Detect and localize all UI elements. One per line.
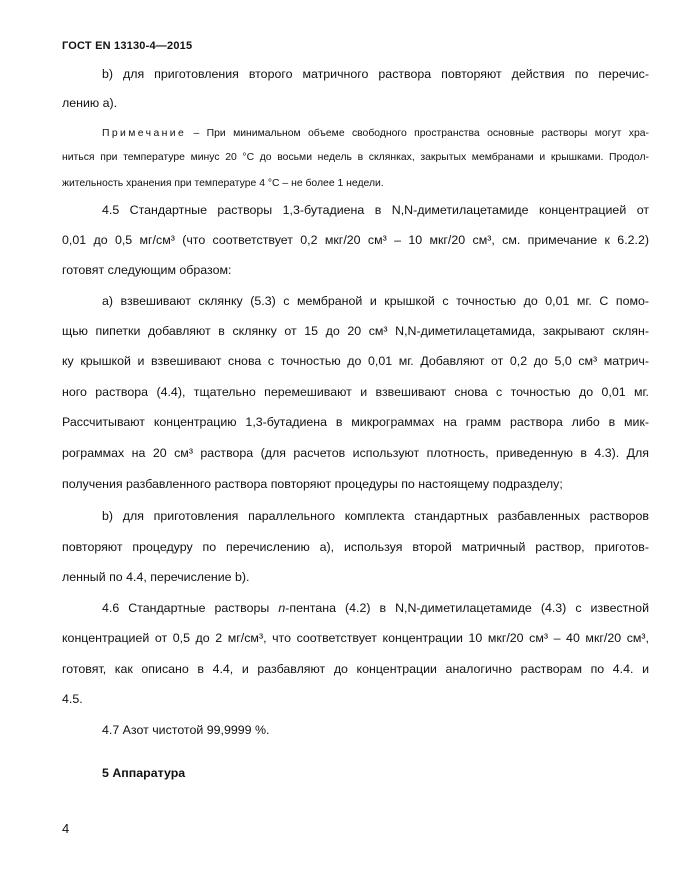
note-text: – При минимальном объеме свободного пространства основные растворы могут хра- (186, 128, 649, 139)
para-b2-line: повторяют процедуру по перечислению а), используя второй матричный раствор, приготов- (62, 540, 649, 554)
para-a-line: ку крышкой и взвешивают снова с точностью до 0,01 мг. Добавляют от 0,2 до 5,0 см³ матрич- (62, 354, 649, 368)
para-4-6-line (102, 600, 649, 616)
para-a-line: ного раствора (4.4), тщательно перемешивают и взвешивают снова с точностью до 0,01 мг. (62, 385, 649, 399)
section-heading: 5 Аппаратура (102, 766, 186, 780)
para-b2-line: b) для приготовления параллельного комплекта стандартных разбавленных растворов (102, 509, 649, 523)
para-a-line: Рассчитывают концентрацию 1,3-бутадиена в микрограммах на грамм раствора либо в мик- (62, 415, 649, 429)
para-a-line: a) взвешивают склянку (5.3) с мембраной и крышкой с точностью до 0,01 мг. С помо- (102, 294, 649, 308)
page-number: 4 (62, 821, 70, 836)
para-4-6-line: готовят, как описано в 4.4, и разбавляют до концентрации аналогично растворам по 4.4. и (62, 662, 649, 676)
para-4-6-text: 4.6 Стандартные растворы (102, 601, 279, 615)
para-4-5-line: готовят следующим образом: (62, 263, 232, 277)
para-4-5-line: 4.5 Стандартные растворы 1,3-бутадиена в N,N-диметилацетамиде концентрацией от (102, 203, 649, 217)
para-4-6-line: концентрацией от 0,5 до 2 мг/см³, что соответствует концентрации 10 мкг/20 см³ – 40 мкг/20 см³, (62, 631, 649, 645)
para-4-6-line: 4.5. (62, 692, 83, 706)
para-a-line: рограммах на 20 см³ раствора (для расчетов используют плотность, приведенную в 4.3). Для (62, 446, 649, 460)
para-b1-line: b) для приготовления второго матричного раствора повторяют действия по перечис- (102, 67, 649, 81)
para-4-6-italic: n (278, 601, 286, 615)
para-4-5-line: 0,01 до 0,5 мг/см³ (что соответствует 0,2 мкг/20 см³ – 10 мкг/20 см³, см. примечание к 6.2.2) (62, 233, 649, 247)
note-label: Примечание (102, 128, 187, 139)
para-a-line: получения разбавленного раствора повторяют процедуры по настоящему подразделу; (62, 477, 563, 491)
note-line (102, 126, 649, 142)
para-a-line: щью пипетки добавляют в склянку от 15 до 20 см³ N,N-диметилацетамида, закрывают склян- (62, 324, 649, 338)
para-b2-line: ленный по 4.4, перечисление b). (62, 570, 250, 584)
document-header: ГОСТ EN 13130-4—2015 (62, 40, 193, 52)
note-line: ниться при температуре минус 20 °C до восьми недель в склянках, закрытых мембранами и крышками. Продол- (62, 152, 649, 163)
para-4-7-line: 4.7 Азот чистотой 99,9999 %. (102, 723, 270, 737)
para-b1-line: лению а). (62, 96, 118, 110)
note-line: жительность хранения при температуре 4 °C – не более 1 недели. (62, 178, 384, 189)
para-4-6-text: -пентана (4.2) в N,N-диметилацетамиде (4.3) с известной (285, 601, 649, 615)
